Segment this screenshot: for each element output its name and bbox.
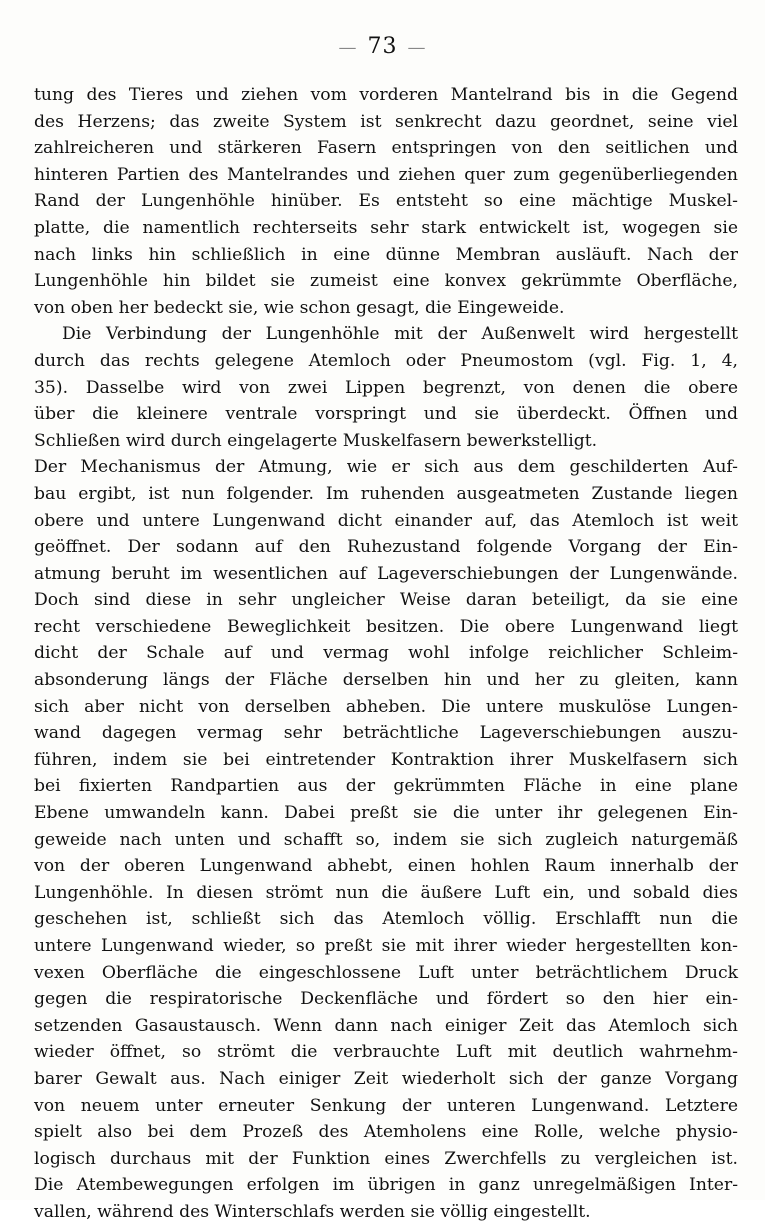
text-line: logisch durchaus mit der Funktion eines Zwerchfells zu vergleichen ist.: [34, 1148, 738, 1169]
text-line: über die kleinere ventrale vorspringt und sie überdeckt. Öffnen und: [34, 404, 738, 425]
text-line: geschehen ist, schließt sich das Atemloch völlig. Erschlafft nun die: [34, 909, 738, 930]
text-line: gegen die respiratorische Deckenfläche und fördert so den hier ein-: [34, 989, 738, 1010]
text-line: bei fixierten Randpartien aus der gekrümmten Fläche in eine plane: [34, 776, 738, 797]
text-line: setzenden Gasaustausch. Wenn dann nach einiger Zeit das Atemloch sich: [34, 1015, 738, 1036]
text-line: wieder öffnet, so strömt die verbrauchte Luft mit deutlich wahrnehm-: [34, 1042, 738, 1063]
page-number-dash-left: —: [338, 37, 358, 58]
text-line: Die Atembewegungen erfolgen im übrigen in ganz unregelmäßigen Inter-: [34, 1175, 738, 1196]
text-line: obere und untere Lungenwand dicht einander auf, das Atemloch ist weit: [34, 510, 738, 531]
text-line: 35). Dasselbe wird von zwei Lippen begrenzt, von denen die obere: [34, 377, 738, 398]
text-line: von der oberen Lungenwand abhebt, einen hohlen Raum innerhalb der: [34, 856, 738, 877]
text-line: dicht der Schale auf und vermag wohl infolge reichlicher Schleim-: [34, 643, 738, 664]
text-line: zahlreicheren und stärkeren Fasern entspringen von den seitlichen und: [34, 138, 738, 159]
body-text: [34, 82, 738, 1226]
text-line: bau ergibt, ist nun folgender. Im ruhenden ausgeatmeten Zustande liegen: [34, 483, 738, 504]
text-line: Der Mechanismus der Atmung, wie er sich aus dem geschilderten Auf-: [34, 457, 738, 478]
text-line: hinteren Partien des Mantelrandes und ziehen quer zum gegenüberliegenden: [34, 164, 738, 185]
text-line: sich aber nicht von derselben abheben. Die untere muskulöse Lungen-: [34, 696, 738, 717]
text-line: untere Lungenwand wieder, so preßt sie mit ihrer wieder hergestellten kon-: [34, 936, 738, 956]
text-line: von neuem unter erneuter Senkung der unteren Lungenwand. Letztere: [34, 1095, 738, 1116]
text-line: recht verschiedene Beweglichkeit besitzen. Die obere Lungenwand liegt: [34, 616, 738, 637]
text-line: wand dagegen vermag sehr beträchtliche Lageverschiebungen auszu-: [34, 723, 738, 744]
text-line: Schließen wird durch eingelagerte Muskelfasern bewerkstelligt.: [34, 430, 598, 451]
text-line: des Herzens; das zweite System ist senkrecht dazu geordnet, seine viel: [34, 111, 738, 132]
text-line: barer Gewalt aus. Nach einiger Zeit wiederholt sich der ganze Vorgang: [34, 1068, 738, 1089]
text-line: führen, indem sie bei eintretender Kontraktion ihrer Muskelfasern sich: [34, 749, 738, 770]
text-line: absonderung längs der Fläche derselben hin und her zu gleiten, kann: [34, 670, 738, 691]
text-line: geweide nach unten und schafft so, indem sie sich zugleich naturgemäß: [34, 829, 738, 850]
paragraph: [34, 454, 738, 1225]
text-line: platte, die namentlich rechterseits sehr stark entwickelt ist, wogegen sie: [34, 217, 738, 238]
text-line: von oben her bedeckt sie, wie schon gesagt, die Eingeweide.: [34, 297, 565, 318]
text-line: atmung beruht im wesentlichen auf Lageverschiebungen der Lungenwände.: [34, 563, 738, 584]
paragraph: [34, 321, 738, 454]
text-line: Doch sind diese in sehr ungleicher Weise daran beteiligt, da sie eine: [34, 590, 738, 611]
page-number-dash-right: —: [407, 37, 427, 58]
text-line: Ebene umwandeln kann. Dabei preßt sie die unter ihr gelegenen Ein-: [34, 803, 738, 824]
text-line: durch das rechts gelegene Atemloch oder Pneumostom (vgl. Fig. 1, 4,: [34, 350, 738, 371]
page-number: [0, 34, 765, 59]
text-line: vexen Oberfläche die eingeschlossene Luft unter beträchtlichem Druck: [34, 962, 738, 983]
text-line: nach links hin schließlich in eine dünne Membran ausläuft. Nach der: [34, 244, 738, 265]
text-line: spielt also bei dem Prozeß des Atemholens eine Rolle, welche physio-: [34, 1122, 738, 1143]
text-line: Rand der Lungenhöhle hinüber. Es entsteht so eine mächtige Muskel-: [34, 191, 738, 212]
text-line: geöffnet. Der sodann auf den Ruhezustand folgende Vorgang der Ein-: [34, 537, 738, 558]
paragraph: [34, 82, 738, 321]
text-line: Lungenhöhle hin bildet sie zumeist eine konvex gekrümmte Oberfläche,: [34, 271, 738, 292]
text-line: tung des Tieres und ziehen vom vorderen Mantelrand bis in die Gegend: [34, 85, 738, 105]
text-line: Lungenhöhle. In diesen strömt nun die äußere Luft ein, und sobald dies: [34, 882, 738, 903]
text-line: Die Verbindung der Lungenhöhle mit der Außenwelt wird hergestellt: [62, 324, 738, 345]
text-line: vallen, während des Winterschlafs werden sie völlig eingestellt.: [34, 1201, 591, 1222]
page-number-value: 73: [367, 34, 398, 59]
